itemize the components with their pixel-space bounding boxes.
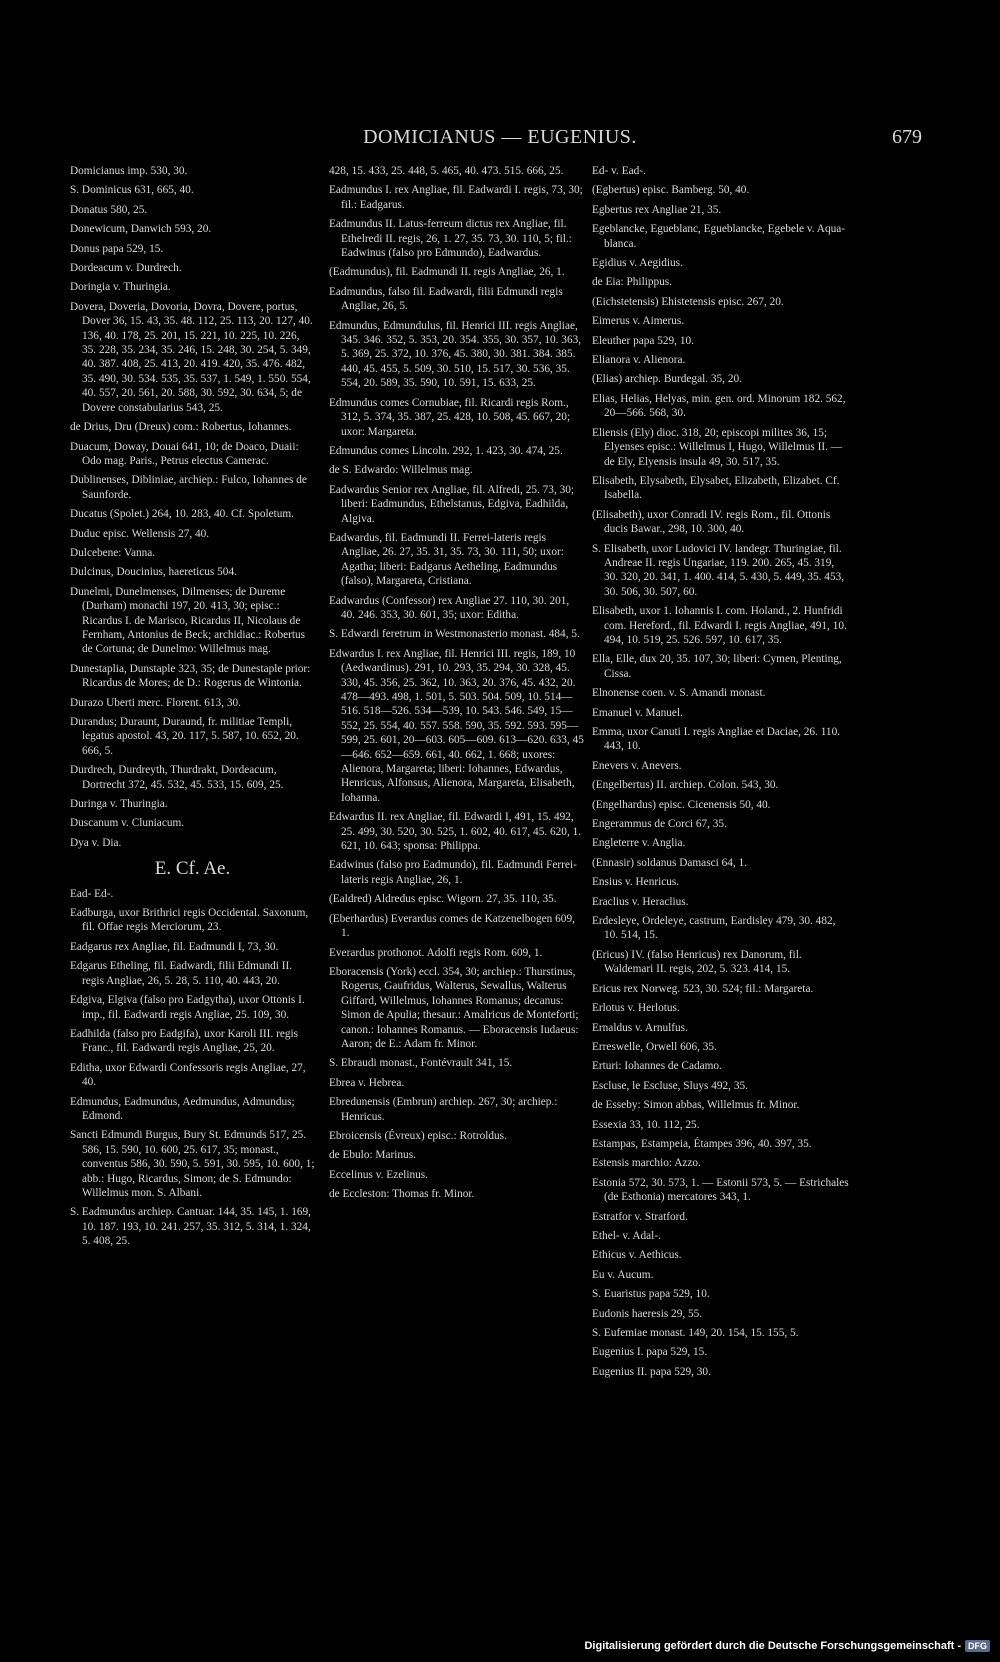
index-entry: Edmundus comes Lincoln. 292, 1. 423, 30. 474, 25.: [329, 444, 563, 457]
index-entry: de Eia: Philippus.: [592, 276, 673, 289]
index-entry: (Eadmundus), fil. Eadmundi II. regis Angliae, 26, 1.: [329, 266, 565, 279]
index-entry: Edmundus comes Cornubiae, fil. Ricardi regis Rom., 312, 5. 374, 35. 387, 25. 428, 10. 508, 45. 667, 20; uxor: Margareta.: [329, 396, 571, 438]
dfg-logo: DFG: [965, 1640, 990, 1652]
column-1: [70, 164, 315, 1254]
index-entry: Ebredunensis (Embrun) archiep. 267, 30; archiep.: Henricus.: [329, 1096, 558, 1123]
index-entry: Dya v. Dia.: [70, 836, 122, 849]
index-entry: (Ennasir) soldanus Damasci 64, 1.: [592, 856, 747, 869]
index-entry: Eadmundus, falso fil. Eadwardi, filii Edmundi regis Angliae, 26, 5.: [329, 285, 563, 313]
index-entry: Duscanum v. Cluniacum.: [70, 817, 185, 830]
index-entry: Erdesleye, Ordeleye, castrum, Eardisley 479, 30. 482, 10. 514, 15.: [592, 915, 836, 942]
index-entry: Ethel- v. Adal-.: [592, 1229, 661, 1242]
index-entry: (Engelhardus) episc. Cicenensis 50, 40.: [592, 798, 771, 811]
index-entry: Edwardus II. rex Angliae, fil. Edwardi I, 491, 15. 492, 25. 499, 30. 520, 30. 525, 1. 602, 40. 617, 45. 620, 1. 621, 10. 643; sponsa: Philippa.: [329, 811, 582, 853]
column-3: [592, 164, 850, 1384]
index-entry: Elnonense coen. v. S. Amandi monast.: [592, 687, 766, 700]
index-entry: Eadhilda (falso pro Eadgifa), uxor Karoli III. regis Franc., fil. Eadwardi regis Angliae, 25, 20.: [70, 1027, 299, 1055]
index-entry: S. Elisabeth, uxor Ludovici IV. landegr. Thuringiae, fil. Andreae II. regis Ungariae, 119. 200. 265, 45. 319, 30. 320, 20. 341, 1. 400. 414, 5. 430, 5. 449, 35. 453, 30. 506, 30. 507, 60.: [592, 542, 845, 598]
index-entry: Ericus rex Norweg. 523, 30. 524; fil.: Margareta.: [592, 982, 814, 995]
index-entry: S. Eadmundus archiep. Cantuar. 144, 35. 145, 1. 169, 10. 187. 193, 10. 241. 257, 35. 312, 5. 314, 1. 324, 5. 408, 25.: [70, 1206, 311, 1248]
index-entry: Eleuther papa 529, 10.: [592, 334, 694, 347]
index-entry: de Esseby: Simon abbas, Willelmus fr. Minor.: [592, 1099, 800, 1112]
index-entry: de Eccleston: Thomas fr. Minor.: [329, 1188, 475, 1201]
index-entry: Elianora v. Alienora.: [592, 354, 686, 367]
index-entry: Ebroicensis (Évreux) episc.: Rotroldus.: [329, 1129, 507, 1142]
index-entry: Sancti Edmundi Burgus, Bury St. Edmunds 517, 25. 586, 15. 590, 10. 600, 25. 617, 35; monast., conventus 586, 30. 590, 5. 591, 30. 595, 10. 600, 1; abb.: Hugo, Ricardus, Simon; de S. Edmundo: Willelmus mon. S. Albani.: [70, 1129, 315, 1199]
index-entry: (Ericus) IV. (falso Henricus) rex Danorum, fil. Waldemari II. regis, 202, 5. 323. 414, 15.: [592, 948, 802, 976]
index-entry: Eugenius I. papa 529, 15.: [592, 1346, 708, 1359]
index-entry: Eimerus v. Aimerus.: [592, 315, 685, 328]
index-entry: Erturi: Iohannes de Cadamo.: [592, 1060, 722, 1073]
index-entry: Edmundus, Eadmundus, Aedmundus, Admundus; Edmond.: [70, 1095, 295, 1122]
column-2: [329, 164, 584, 1207]
index-entry: (Elias) archiep. Burdegal. 35, 20.: [592, 373, 742, 386]
running-title: DOMICIANUS — EUGENIUS.: [363, 126, 637, 148]
index-entry: Emanuel v. Manuel.: [592, 706, 683, 719]
index-entry: Eadwinus (falso pro Eadmundo), fil. Eadmundi Ferrei-lateris regis Angliae, 26, 1.: [329, 859, 577, 886]
index-entry: Dublinenses, Dibliniae, archiep.: Fulco, Iohannes de Saunforde.: [70, 474, 307, 501]
index-entry: Duduc episc. Wellensis 27, 40.: [70, 527, 210, 540]
index-entry: Eu v. Aucum.: [592, 1268, 654, 1281]
index-entry: Egidius v. Aegidius.: [592, 257, 683, 270]
section-heading: E. Cf. Ae.: [154, 858, 231, 880]
index-entry: Eadwardus (Confessor) rex Angliae 27. 110, 30. 201, 40. 246. 353, 30. 601, 35; uxor: Editha.: [329, 594, 570, 621]
index-entry: Engleterre v. Anglia.: [592, 837, 686, 850]
index-entry: Eraclius v. Heraclius.: [592, 895, 689, 908]
page-number: 679: [892, 126, 922, 148]
index-entry: Egeblancke, Egueblanc, Egueblancke, Egebele v. Aqua-blanca.: [592, 223, 846, 250]
index-entry: 428, 15. 433, 25. 448, 5. 465, 40. 473. 515. 666, 25.: [329, 165, 564, 177]
footer-text: Digitalisierung gefördert durch die Deutsche Forschungsgemeinschaft -: [584, 1640, 961, 1652]
index-entry: (Egbertus) episc. Bamberg. 50, 40.: [592, 184, 750, 197]
index-entry: S. Euaristus papa 529, 10.: [592, 1288, 710, 1301]
index-entry: Eadwardus Senior rex Angliae, fil. Alfredi, 25. 73, 30; liberi: Eadmundus, Ethelstanus, Edgiva, Eadhilda, Algiva.: [329, 483, 575, 525]
index-entry: Eccelinus v. Ezelinus.: [329, 1168, 429, 1181]
index-entry: Donewicum, Danwich 593, 20.: [70, 223, 212, 236]
index-entry: Eliensis (Ely) dioc. 318, 20; episcopi milites 36, 15; Elyenses episc.: Willelmus I, Hugo, Willelmus II. — de Ely, Elyensis insula 49, 30. 517, 35.: [592, 426, 843, 468]
index-entry: Ernaldus v. Arnulfus.: [592, 1021, 688, 1034]
index-entry: (Ealdred) Aldredus episc. Wigorn. 27, 35. 110, 35.: [329, 893, 557, 906]
index-entry: Edgiva, Elgiva (falso pro Eadgytha), uxor Ottonis I. imp., fil. Eadwardi regis Angliae, 25. 109, 30.: [70, 994, 305, 1021]
index-entry: Edwardus I. rex Angliae, fil. Henrici III. regis, 189, 10 (Aedwardinus). 291, 10. 293, 35. 294, 30. 328, 45. 330, 45. 356, 25. 362, 10. 363, 20. 376, 45. 432, 20. 478—493. 498, 1. 501, 5. 503. 504. 509, 10. 514—516. 518—526. 534—539, 10. 543. 546. 549, 15—552, 25. 554, 40. 557. 558. 590, 35. 592. 593. 595—599, 25. 601, 20—603. 605—609. 613—620. 633, 45—646. 652—659. 661, 40. 662, 1. 668; uxores: Alienora, Margareta; liberi: Iohannes, Edwardus, Henricus, Alfonsus, Alienora, Margareta, Elisabeth, Iohanna.: [329, 647, 584, 804]
index-entry: (Engelbertus) II. archiep. Colon. 543, 30.: [592, 779, 779, 792]
index-entry: Eadburga, uxor Brithrici regis Occidental. Saxonum, fil. Offae regis Merciorum, 23.: [70, 907, 309, 934]
index-entry: Eadmundus I. rex Angliae, fil. Eadwardi I. regis, 73, 30; fil.: Eadgarus.: [329, 184, 583, 211]
index-entry: Ella, Elle, dux 20, 35. 107, 30; liberi: Cymen, Plenting, Cissa.: [592, 653, 842, 680]
index-entry: Durdrech, Durdreyth, Thurdrakt, Dordeacum, Dortrecht 372, 45. 532, 45. 533, 15. 609, 25.: [70, 764, 284, 791]
footer-credit: [584, 1640, 990, 1652]
index-entry: Enevers v. Anevers.: [592, 759, 682, 772]
index-entry: Edmundus, Edmundulus, fil. Henrici III. regis Angliae, 345. 346. 352, 5. 353, 20. 354. 355, 30. 357, 10. 363, 5. 369, 25. 372, 10. 376, 45. 380, 30. 381. 384. 385. 440, 45. 455, 5. 509, 30. 510, 15. 517, 30. 536, 35. 554, 20. 589, 35. 590, 10. 591, 15. 633, 25.: [329, 319, 582, 390]
index-entry: Donus papa 529, 15.: [70, 242, 164, 255]
index-entry: Doringia v. Thuringia.: [70, 281, 171, 294]
index-entry: Elisabeth, uxor 1. Iohannis I. com. Holand., 2. Hunfridi com. Hereford., fil. Edwardi I. regis Angliae, 491, 10. 494, 10. 519, 25. 526. 597, 10. 617, 35.: [592, 605, 847, 646]
index-entry: Eugenius II. papa 529, 30.: [592, 1365, 711, 1378]
index-entry: Escluse, le Escluse, Sluys 492, 35.: [592, 1079, 748, 1092]
index-entry: Dordeacum v. Durdrech.: [70, 262, 182, 275]
index-entry: Egbertus rex Angliae 21, 35.: [592, 203, 722, 216]
index-entry: S. Edwardi feretrum in Westmonasterio monast. 484, 5.: [329, 628, 580, 641]
index-entry: (Eberhardus) Everardus comes de Katzenelbogen 609, 1.: [329, 912, 575, 940]
index-entry: Eadmundus II. Latus-ferreum dictus rex Angliae, fil. Ethelredi II. regis, 26, 1. 27, 35. 73, 30. 110, 5; fil.: Eadwinus (falso pro Edmundo), Eadwardus.: [329, 218, 572, 260]
index-entry: Edgarus Etheling, fil. Eadwardi, filii Edmundi II. regis Angliae, 26, 5. 28, 5. 110, 40. 443, 20.: [70, 960, 293, 987]
index-entry: Everardus prothonot. Adolfi regis Rom. 609, 1.: [329, 946, 543, 959]
index-entry: Eadwardus, fil. Eadmundi II. Ferrei-lateris regis Angliae, 26. 27, 35. 31, 35. 73, 30. 111, 50; uxor: Agatha; liberi: Eadgarus Aetheling, Eadmundus (falso), Margareta, Cristiana.: [329, 531, 564, 588]
index-entry: Editha, uxor Edwardi Confessoris regis Angliae, 27, 40.: [70, 1061, 306, 1089]
index-entry: Durazo Uberti merc. Florent. 613, 30.: [70, 696, 241, 709]
index-entry: S. Ebraudi monast., Fontévrault 341, 15.: [329, 1057, 513, 1070]
index-entry: Donatus 580, 25.: [70, 203, 148, 216]
index-entry: de Drius, Dru (Dreux) com.: Robertus, Iohannes.: [70, 421, 292, 434]
index-entry: Dulcinus, Doucinius, haereticus 504.: [70, 566, 237, 579]
index-entry: Ducatus (Spolet.) 264, 10. 283, 40. Cf. Spoletum.: [70, 508, 295, 521]
index-entry: S. Dominicus 631, 665, 40.: [70, 184, 194, 197]
index-entry: Ethicus v. Aethicus.: [592, 1249, 682, 1262]
index-entry: Estonia 572, 30. 573, 1. — Estonii 573, 5. — Estrichales (de Esthonia) mercatores 343, 1.: [592, 1176, 849, 1204]
index-entry: Engerammus de Corci 67, 35.: [592, 818, 727, 831]
index-entry: S. Eufemiae monast. 149, 20. 154, 15. 155, 5.: [592, 1327, 799, 1339]
index-entry: Estampas, Estampeia, Étampes 396, 40. 397, 35.: [592, 1137, 812, 1150]
index-entry: (Elisabeth), uxor Conradi IV. regis Rom., fil. Ottonis ducis Bawar., 298, 10. 300, 40.: [592, 508, 831, 536]
index-entry: Ed- v. Ead-.: [592, 165, 646, 177]
index-entry: Emma, uxor Canuti I. regis Angliae et Daciae, 26. 110. 443, 10.: [592, 726, 841, 753]
index-entry: de Ebulo: Marinus.: [329, 1149, 416, 1162]
index-entry: Erlotus v. Herlotus.: [592, 1002, 680, 1015]
index-entry: Estensis marchio: Azzo.: [592, 1157, 701, 1170]
index-entry: Dovera, Doveria, Dovoria, Dovra, Dovere, portus, Dover 36, 15. 43, 35. 48. 112, 25. 113, 20. 127, 40. 136, 40. 178, 25. 201, 15. 221, 10. 225, 10. 226, 35. 228, 35. 234, 35. 246, 15. 248, 30. 254, 5. 349, 40. 387. 408, 25. 413, 20. 419. 420, 35. 476. 482, 35. 490, 30. 534. 535, 35. 537, 1. 549, 1. 550. 554, 40. 557, 20. 561, 20. 588, 30. 592, 30. 634, 5; de Dovere constabularius 543, 25.: [70, 300, 313, 414]
index-entry: Estratfor v. Stratford.: [592, 1210, 688, 1223]
index-entry: de S. Edwardo: Willelmus mag.: [329, 464, 473, 477]
index-entry: Essexia 33, 10. 112, 25.: [592, 1118, 700, 1131]
index-entry: Eudonis haeresis 29, 55.: [592, 1307, 703, 1320]
index-entry: Elias, Helias, Helyas, min. gen. ord. Minorum 182. 562, 20—566. 568, 30.: [592, 392, 846, 420]
index-entry: Domicianus imp. 530, 30.: [70, 165, 188, 177]
index-entry: Eboracensis (York) eccl. 354, 30; archiep.: Thurstinus, Rogerus, Gaufridus, Walterus, Sewallus, Walterus Giffard, Willelmus, Iohannes Romanus; decanus: Simon de Apulia; thesaur.: Amalricus de Monteforti; canon.: Iohannes Romanus. — Eboracensis Iudaeus: Aaron; de E.: Adam fr. Minor.: [329, 965, 579, 1050]
page-header: [0, 126, 1000, 152]
index-entry: Eadgarus rex Angliae, fil. Eadmundi I, 73, 30.: [70, 940, 279, 953]
index-entry: Duringa v. Thuringia.: [70, 798, 168, 811]
index-entry: Dulcebene: Vanna.: [70, 546, 156, 559]
index-entry: (Eichstetensis) Ehistetensis episc. 267, 20.: [592, 295, 784, 308]
index-entry: Ead- Ed-.: [70, 887, 114, 900]
index-entry: Dunelmi, Dunelmenses, Dilmenses; de Dureme (Durham) monachi 197, 20. 413, 30; episc.: Ricardus I. de Marisco, Ricardus II, Nicolaus de Fernham, Antonius de Beck; archidiac.: Robertus de Cortuna; de Dunelmo: Willelmus mag.: [70, 585, 306, 656]
index-entry: Ensius v. Henricus.: [592, 876, 680, 889]
index-entry: Ebrea v. Hebrea.: [329, 1076, 405, 1089]
index-entry: Durandus; Duraunt, Duraund, fr. militiae Templi, legatus apostol. 43, 20. 117, 5. 587, 10. 652, 20. 666, 5.: [70, 716, 299, 757]
index-entry: Dunestaplia, Dunstaple 323, 35; de Dunestaple prior: Ricardus de Mores; de D.: Rogerus de Wintonia.: [70, 662, 311, 690]
index-entry: Duacum, Doway, Douai 641, 10; de Doaco, Duaii: Odo mag. Paris., Petrus electus Camerac.: [70, 440, 299, 467]
index-entry: Erreswelle, Orwell 606, 35.: [592, 1040, 717, 1053]
index-entry: Elisabeth, Elysabeth, Elysabet, Elizabeth, Elizabet. Cf. Isabella.: [592, 474, 840, 502]
